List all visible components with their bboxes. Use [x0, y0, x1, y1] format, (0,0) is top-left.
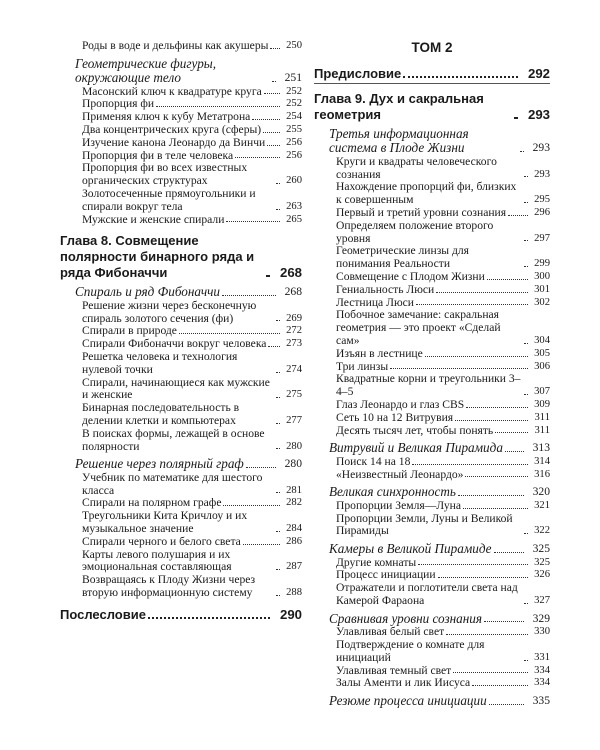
entry-title: Глава 8. Совмещение полярности бинарного ряда и ряда Фибоначчи — [60, 233, 255, 281]
entry-title: Залы Аменти и лик Иисуса — [336, 676, 471, 690]
dot-leader — [524, 394, 528, 395]
entry-title: Спирали в природе — [82, 324, 177, 338]
dot-leader — [276, 569, 280, 570]
toc-subentry[interactable] — [60, 300, 302, 326]
entry-title: «Неизвестный Леонардо» — [336, 467, 464, 481]
dot-leader — [446, 634, 528, 635]
toc-section[interactable] — [314, 441, 550, 455]
entry-title: Роды в воде и дельфины как акушеры — [82, 39, 269, 52]
dot-leader — [520, 151, 524, 152]
page-number: 292 — [527, 66, 550, 81]
toc-subentry[interactable] — [314, 309, 550, 347]
toc-subentry[interactable] — [60, 549, 302, 575]
page-number: 321 — [534, 499, 550, 511]
page-number: 334 — [534, 664, 550, 676]
page-number: 252 — [286, 85, 302, 97]
dot-leader — [425, 356, 528, 357]
entry-title: Подтверждение о комнате для инициаций — [336, 637, 485, 664]
dot-leader — [252, 119, 280, 120]
dot-leader — [505, 451, 524, 452]
dot-leader — [276, 209, 280, 210]
page-number: 290 — [279, 606, 302, 622]
page-number: 269 — [286, 312, 302, 324]
page-number: 272 — [286, 325, 302, 337]
page-number: 255 — [286, 124, 302, 135]
dot-leader — [524, 176, 528, 177]
dot-leader — [524, 603, 528, 604]
page-number: 325 — [534, 556, 550, 568]
toc-subentry[interactable] — [314, 513, 550, 539]
page-number: 268 — [284, 285, 302, 299]
dot-leader — [466, 407, 528, 408]
dot-leader — [235, 157, 280, 158]
dot-leader — [276, 372, 280, 373]
toc-section[interactable] — [60, 457, 302, 471]
entry-title: Квадратные корни и треугольники 3–4–5 — [336, 372, 521, 399]
dot-leader — [223, 505, 280, 506]
entry-title: Камеры в Великой Пирамиде — [329, 541, 492, 557]
page-number: 296 — [534, 207, 550, 218]
page-number: 265 — [286, 213, 302, 225]
toc-subentry[interactable] — [314, 373, 550, 399]
toc-chapter[interactable] — [60, 233, 302, 281]
entry-title: Другие комнаты — [336, 555, 417, 569]
dot-leader — [458, 495, 524, 496]
entry-title: Решение жизни через бесконечную спираль золотого сечения (фи) — [82, 298, 257, 325]
page-number: 250 — [286, 40, 302, 51]
toc-subentry[interactable] — [314, 412, 550, 425]
page-number: 327 — [534, 594, 550, 606]
dot-leader — [416, 304, 528, 305]
toc-subentry[interactable] — [314, 271, 550, 284]
dot-leader — [276, 320, 280, 321]
dot-leader — [489, 704, 524, 705]
entry-title: Спирали, начинающиеся как мужские и женские — [82, 375, 270, 402]
page-number: 275 — [286, 389, 302, 401]
entry-title: Витрувий и Великая Пирамида — [329, 440, 503, 456]
entry-title: Нахождение пропорций фи, близких к совершенным — [336, 180, 517, 207]
entry-title: Поиск 14 на 18 — [336, 454, 411, 468]
entry-title: Спирали на полярном графе — [82, 496, 222, 510]
toc-subentry[interactable] — [60, 137, 302, 150]
page-number: 280 — [286, 440, 302, 452]
page-number: 311 — [534, 424, 550, 436]
dot-leader — [270, 48, 280, 49]
page-number: 251 — [284, 71, 302, 85]
toc-section[interactable] — [314, 485, 550, 499]
page-number: 322 — [534, 525, 550, 537]
page-number: 281 — [286, 484, 302, 496]
dot-leader — [222, 295, 276, 296]
dot-leader — [263, 132, 280, 133]
entry-title: Золотосеченные прямоугольники и спирали вокруг тела — [82, 186, 256, 213]
entry-title: Глаз Леонардо и глаз CBS — [336, 397, 465, 411]
toc-subentry[interactable] — [60, 377, 302, 403]
toc-section[interactable] — [314, 542, 550, 556]
page-number: 330 — [534, 626, 550, 638]
entry-title: Решетка человека и технология нулевой точки — [82, 349, 238, 376]
dot-leader — [412, 464, 528, 465]
dot-leader — [524, 660, 528, 661]
dot-leader — [524, 202, 528, 203]
dot-leader — [276, 448, 280, 449]
entry-title: Улавливая белый свет — [336, 625, 445, 639]
toc-subentry[interactable] — [314, 220, 550, 246]
entry-title: Спираль и ряд Фибоначчи — [75, 284, 221, 300]
dot-leader — [465, 476, 528, 477]
dot-leader — [276, 423, 280, 424]
entry-title: Учебник по математике для шестого класса — [82, 470, 263, 497]
page-number: 314 — [534, 455, 550, 467]
page-number: 263 — [286, 200, 302, 212]
dot-leader — [438, 577, 528, 578]
entry-title: Сеть 10 на 12 Витрувия — [336, 410, 454, 424]
toc-subentry[interactable] — [314, 456, 550, 469]
toc-subentry[interactable] — [60, 124, 302, 137]
toc-chapter[interactable] — [60, 607, 302, 623]
entry-title: Геометрические фигуры, окружающие тело — [75, 55, 217, 86]
page-number: 320 — [532, 485, 550, 499]
entry-title: Предисловие — [314, 66, 402, 81]
entry-title: Карты левого полушария и их эмоциональная составляющая — [82, 547, 232, 574]
entry-title: Послесловие — [60, 606, 146, 622]
toc-subentry[interactable] — [314, 469, 550, 482]
page-number: 293 — [534, 168, 550, 180]
toc-section[interactable] — [60, 57, 302, 86]
entry-title: Десять тысяч лет, чтобы понять — [336, 423, 494, 437]
toc-subentry[interactable] — [60, 40, 302, 53]
entry-title: Бинарная последовательность в делении клетки и компьютерах — [82, 401, 240, 427]
toc-subentry[interactable] — [60, 162, 302, 188]
toc-section[interactable] — [60, 285, 302, 299]
toc-right-column — [314, 40, 550, 709]
entry-title: Пропорция фи в теле человека — [82, 148, 234, 162]
page-number: 280 — [284, 457, 302, 471]
page-number: 286 — [286, 535, 302, 547]
page-number: 304 — [534, 334, 550, 346]
entry-title: Изъян в лестнице — [336, 346, 423, 360]
entry-title: Гениальность Люси — [336, 282, 435, 296]
page-number: 282 — [286, 497, 302, 509]
entry-title: Спирали Фибоначчи вокруг человека — [82, 337, 267, 351]
toc-subentry[interactable] — [60, 188, 302, 214]
page-number: 301 — [534, 283, 550, 295]
dot-leader — [246, 467, 276, 468]
entry-title: Процесс инициации — [336, 568, 436, 582]
volume-title: ТОМ 2 — [411, 40, 453, 55]
page-number: 329 — [532, 611, 550, 625]
chapter-rule — [314, 83, 550, 84]
page-number: 299 — [534, 258, 550, 270]
dot-leader — [267, 145, 280, 146]
page-number: 254 — [286, 111, 302, 123]
entry-title: Спирали черного и белого света — [82, 534, 241, 548]
page-number: 305 — [534, 347, 550, 359]
page-number: 252 — [286, 98, 302, 110]
entry-title: Резюме процесса инициации — [329, 693, 487, 709]
page-number: 306 — [534, 360, 550, 372]
dot-leader — [276, 397, 280, 398]
page-number: 326 — [534, 569, 550, 581]
toc-subentry[interactable] — [60, 510, 302, 536]
page-number: 293 — [527, 107, 550, 122]
dot-leader — [508, 215, 528, 216]
entry-title: Первый и третий уровни сознания — [336, 206, 507, 219]
toc-subentry[interactable] — [314, 399, 550, 412]
page-number: 274 — [286, 363, 302, 375]
toc-subentry[interactable] — [314, 245, 550, 271]
page-number: 335 — [532, 694, 550, 708]
dot-leader — [418, 564, 528, 565]
toc-subentry[interactable] — [60, 351, 302, 377]
page-number: 288 — [286, 586, 302, 598]
toc-subentry[interactable] — [314, 639, 550, 665]
entry-title: Изучение канона Леонардо да Винчи — [82, 135, 266, 149]
page-number: 260 — [286, 175, 302, 187]
page-number: 309 — [534, 398, 550, 410]
entry-title: Мужские и женские спирали — [82, 212, 225, 226]
entry-title: Круги и квадраты человеческого сознания — [336, 154, 497, 181]
dot-leader — [514, 117, 518, 119]
entry-title: Три линзы — [336, 359, 389, 373]
entry-title: Треугольники Кита Кричлоу и их музыкальное значение — [82, 509, 248, 535]
dot-leader — [268, 346, 280, 347]
toc-section[interactable] — [314, 694, 550, 708]
page-number: 277 — [286, 414, 302, 426]
dot-leader — [494, 552, 524, 553]
page-number: 293 — [532, 141, 550, 155]
entry-title: Сравнивая уровни сознания — [329, 610, 483, 626]
toc-subentry[interactable] — [60, 428, 302, 454]
toc-subentry[interactable] — [314, 156, 550, 182]
page-number: 256 — [286, 149, 302, 161]
page-number: 311 — [534, 411, 550, 423]
dot-leader — [276, 183, 280, 184]
entry-title: Геометрические линзы для понимания Реальности — [336, 244, 470, 271]
dot-leader — [390, 368, 528, 369]
entry-title: Отражатели и поглотители света над Камерой Фараона — [336, 581, 518, 607]
dot-leader — [226, 221, 280, 222]
toc-subentry[interactable] — [314, 677, 550, 690]
entry-title: Побочное замечание: сакральная геометрия — это проект «Сделай сам» — [336, 308, 501, 347]
toc-subentry[interactable] — [314, 348, 550, 361]
toc-section[interactable] — [314, 127, 550, 156]
page-number: 302 — [534, 296, 550, 308]
dot-leader — [266, 275, 270, 277]
page-number: 300 — [534, 270, 550, 282]
entry-title: Два концентрических круга (сферы) — [82, 123, 262, 136]
dot-leader — [276, 531, 280, 532]
page-number: 295 — [534, 194, 550, 206]
toc-chapter[interactable] — [314, 66, 550, 82]
entry-title: Улавливая темный свет — [336, 663, 452, 677]
dot-leader — [264, 93, 280, 94]
page-number: 325 — [532, 542, 550, 556]
dot-leader — [472, 685, 528, 686]
toc-subentry[interactable] — [314, 207, 550, 220]
page-number: 287 — [286, 561, 302, 573]
entry-title: Лестница Люси — [336, 295, 414, 309]
page-number: 284 — [286, 522, 302, 534]
toc-subentry[interactable] — [314, 582, 550, 608]
toc-subentry[interactable] — [314, 181, 550, 207]
dot-leader — [495, 432, 528, 433]
entry-title: Пропорция фи во всех известных органических структурах — [82, 161, 248, 188]
dot-leader — [156, 106, 280, 107]
entry-title: Великая синхронность — [329, 484, 456, 500]
dot-leader — [436, 292, 528, 293]
page-number: 273 — [286, 338, 302, 350]
dot-leader — [524, 240, 528, 241]
entry-title: Масонский ключ к квадратуре круга — [82, 84, 262, 98]
toc-subentry[interactable] — [314, 425, 550, 438]
toc-subentry[interactable] — [60, 536, 302, 549]
entry-title: Третья информационная система в Плоде Жизни — [329, 126, 469, 156]
page-number: 313 — [532, 441, 550, 455]
page-number: 297 — [534, 232, 550, 244]
entry-title: Пропорции Земля—Луна — [336, 498, 462, 512]
entry-title: Применяя ключ к кубу Метатрона — [82, 110, 251, 124]
toc-section[interactable] — [314, 612, 550, 626]
page-number: 334 — [534, 677, 550, 689]
dot-leader — [272, 81, 276, 82]
dot-leader — [463, 508, 528, 509]
toc-subentry[interactable] — [60, 472, 302, 498]
dot-leader — [524, 343, 528, 344]
dot-leader — [148, 617, 270, 619]
toc-subentry[interactable] — [314, 284, 550, 297]
toc-left-column — [60, 40, 302, 623]
toc-chapter[interactable] — [314, 91, 550, 123]
dot-leader — [453, 672, 528, 673]
dot-leader — [524, 533, 528, 534]
toc-subentry[interactable] — [60, 402, 302, 428]
dot-leader — [179, 333, 280, 334]
page-number: 331 — [534, 651, 550, 663]
dot-leader — [484, 621, 524, 622]
toc-subentry[interactable] — [60, 214, 302, 227]
entry-title: Глава 9. Дух и сакральная геометрия — [314, 91, 484, 122]
dot-leader — [276, 595, 280, 596]
entry-title: Возвращаясь к Плоду Жизни через вторую информационную систему — [82, 573, 256, 599]
dot-leader — [276, 492, 280, 493]
entry-title: Пропорции Земли, Луны и Великой Пирамиды — [336, 511, 513, 538]
dot-leader — [455, 420, 528, 421]
entry-title: Пропорция фи — [82, 97, 155, 111]
toc-subentry[interactable] — [60, 574, 302, 600]
entry-title: В поисках формы, лежащей в основе полярности — [82, 426, 265, 453]
toc-subentry[interactable] — [314, 500, 550, 513]
page-number: 268 — [279, 265, 302, 281]
dot-leader — [403, 76, 518, 78]
page-number: 316 — [534, 468, 550, 480]
page-number: 256 — [286, 136, 302, 148]
dot-leader — [524, 266, 528, 267]
page-number: 307 — [534, 386, 550, 398]
entry-title: Определяем положение второго уровня — [336, 218, 494, 245]
dot-leader — [243, 544, 280, 545]
entry-title: Решение через полярный граф — [75, 456, 244, 472]
entry-title: Совмещение с Плодом Жизни — [336, 269, 485, 283]
dot-leader — [487, 279, 528, 280]
